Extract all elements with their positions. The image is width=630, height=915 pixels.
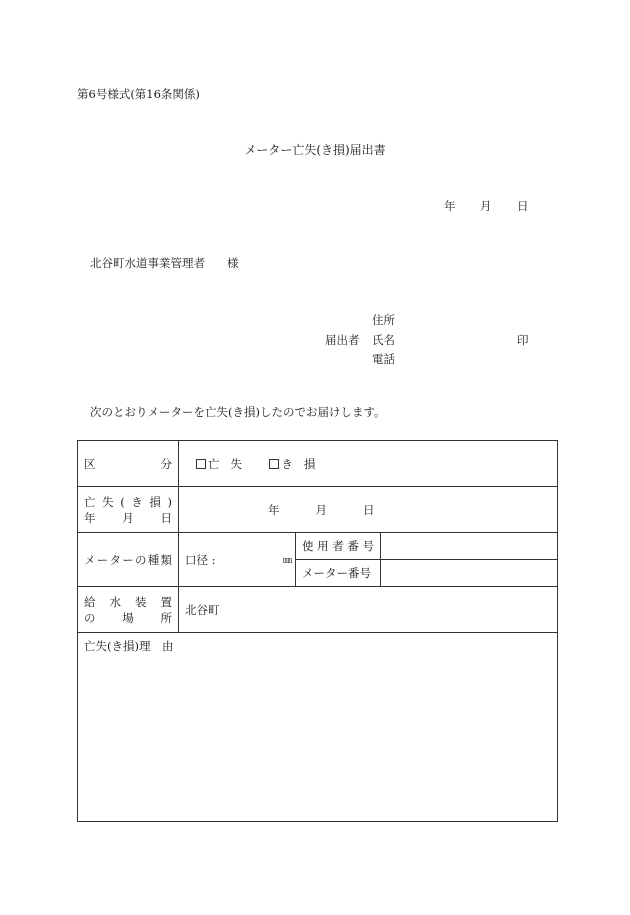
label-char: 損 — [149, 494, 161, 509]
address-label: 住所 — [372, 313, 395, 327]
applicant-label: 届出者 — [325, 332, 360, 347]
loss-date-label — [78, 487, 179, 533]
label-char: 所 — [160, 610, 172, 625]
date-month-label: 月 — [480, 199, 492, 213]
label-char: ( — [120, 494, 125, 509]
label-char: 年 — [84, 510, 96, 525]
phone-label: 電話 — [372, 352, 395, 366]
caliber-field[interactable]: 口径 : ㎜ — [179, 533, 296, 587]
label-char: 装 — [135, 594, 147, 609]
label-char: 置 — [160, 594, 172, 609]
checkbox-icon — [269, 459, 279, 469]
document-title: メーター亡失(き損)届出書 — [244, 143, 386, 157]
notification-form-table — [77, 440, 558, 822]
loss-date-field[interactable]: 年 月 日 — [179, 487, 558, 533]
date-day-label: 日 — [517, 199, 529, 213]
applicant-block — [325, 311, 529, 370]
label-char: 者 — [332, 539, 344, 553]
label-char: ) — [167, 494, 172, 509]
intro-text: 次のとおりメーターを亡失(き損)したのでお届けします。 — [90, 405, 386, 419]
user-number-field[interactable] — [381, 533, 558, 560]
location-row — [78, 587, 558, 633]
checkbox-damage[interactable]: き 損 — [269, 457, 315, 471]
checkbox-icon — [196, 459, 206, 469]
meter-number-label: メーター番号 — [296, 560, 381, 587]
label-char: 給 — [84, 594, 96, 609]
date-line — [444, 198, 529, 214]
classification-options — [179, 441, 558, 487]
addressee-name: 北谷町水道事業管理者 — [90, 256, 205, 270]
label-char: き — [131, 494, 143, 509]
location-label — [78, 587, 179, 633]
label-char: 水 — [109, 594, 121, 609]
label-char: 番 — [347, 539, 359, 553]
label-char: タ — [109, 552, 121, 567]
meter-number-field[interactable] — [381, 560, 558, 587]
label-char: 失 — [102, 494, 114, 509]
form-number: 第6号様式(第16条関係) — [77, 87, 200, 101]
label-char: ー — [96, 552, 109, 567]
label-char: 使 — [302, 539, 314, 553]
label-char: 月 — [122, 510, 134, 525]
name-label: 氏名 — [372, 332, 395, 347]
label-char: ー — [122, 552, 134, 567]
checkbox-loss[interactable]: 亡 失 — [196, 457, 242, 471]
label-char: 場 — [122, 610, 134, 625]
reason-field[interactable] — [78, 633, 558, 822]
meter-type-label — [78, 533, 179, 587]
date-year-label: 年 — [444, 199, 456, 213]
date-row — [78, 487, 558, 533]
label-char: 号 — [362, 539, 374, 553]
user-number-label — [296, 533, 381, 560]
classification-row — [78, 441, 558, 487]
label-char: の — [135, 552, 147, 567]
label-char: 類 — [160, 552, 172, 567]
label-char: の — [84, 610, 96, 625]
label-char: 用 — [317, 539, 329, 553]
label-char: 種 — [147, 552, 160, 567]
meter-type-row — [78, 533, 558, 560]
label-char: メ — [84, 552, 96, 567]
classification-label: 区 分 — [78, 441, 179, 487]
location-field[interactable]: 北谷町 — [179, 587, 558, 633]
label-char: 日 — [160, 510, 172, 525]
reason-row — [78, 633, 558, 822]
seal-label: 印 — [517, 332, 529, 347]
addressee — [90, 255, 239, 271]
label-char: 亡 — [84, 494, 96, 509]
reason-label: 亡失(き損)理 由 — [84, 639, 174, 653]
addressee-honorific: 様 — [227, 256, 239, 270]
